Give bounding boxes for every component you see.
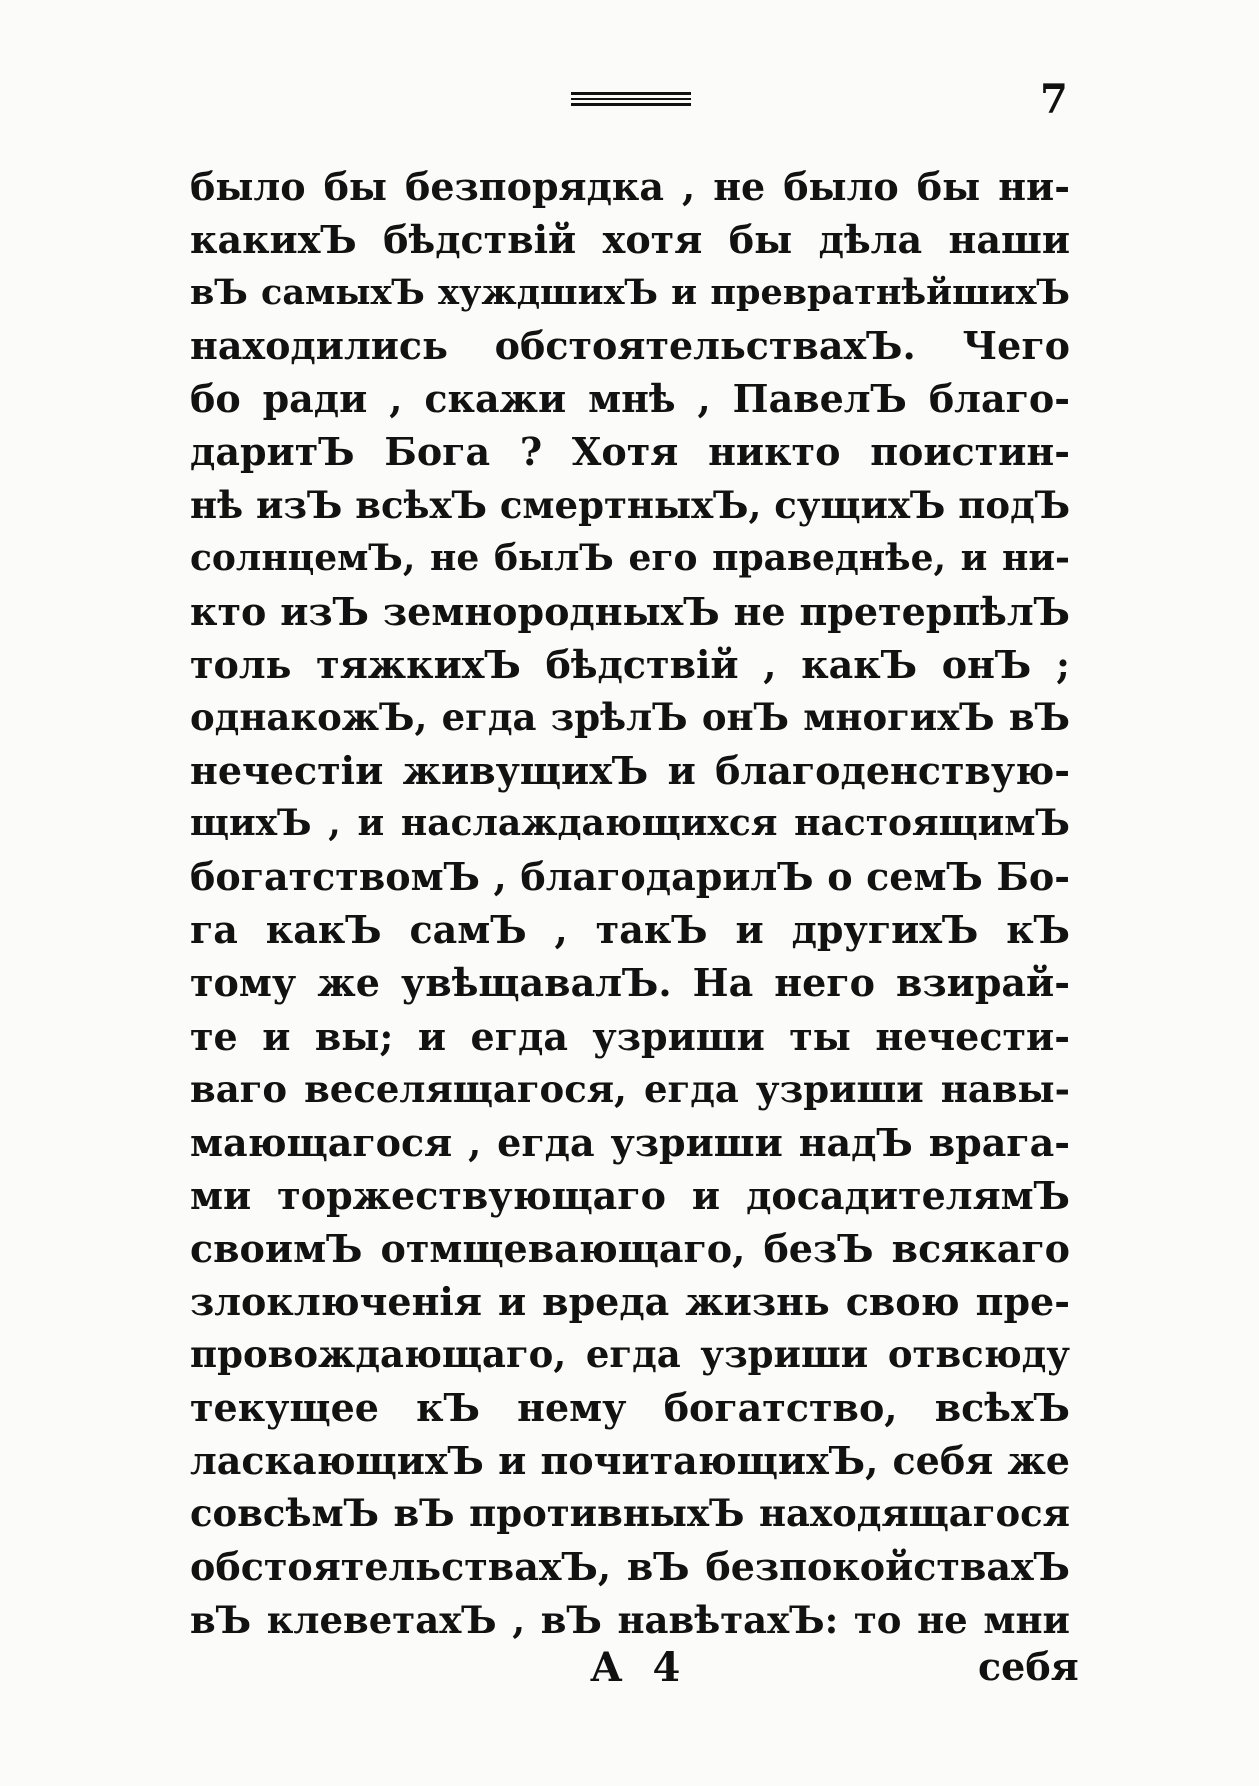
header-ornament-rule [571, 92, 691, 108]
text-line: толь тяжкихЪ бѣдствій , какЪ онЪ ; [190, 641, 1070, 687]
text-line: своимЪ отмщевающаго, безЪ всякаго [190, 1225, 1070, 1271]
text-line: щихЪ , и наслаждающихся настоящимЪ [190, 802, 1070, 845]
text-line: богатствомЪ , благодарилЪ о семЪ Бо- [190, 854, 1070, 900]
text-line: те и вы; и егда узриши ты нечести- [190, 1013, 1070, 1059]
body-text [190, 160, 1070, 1647]
text-line: обстоятельствахЪ, вЪ безпокойствахЪ [190, 1544, 1070, 1590]
text-line: бо ради , скажи мнѣ , ПавелЪ благо- [190, 376, 1070, 422]
text-line: тому же увѣщавалЪ. На него взирай- [190, 960, 1070, 1006]
text-line: нечестіи живущихЪ и благоденствую- [190, 748, 1070, 794]
text-line: ласкающихЪ и почитающихЪ, себя же [190, 1438, 1070, 1484]
text-line: мающагося , егда узриши надЪ врага- [190, 1119, 1070, 1165]
text-line: текущее кЪ нему богатство, всѣхЪ [190, 1385, 1070, 1431]
text-line: совсѣмЪ вЪ противныхЪ находящагося [190, 1491, 1070, 1536]
text-line: однакожЪ, егда зрѣлЪ онЪ многихЪ вЪ [190, 694, 1070, 739]
rule-line [571, 92, 691, 95]
text-line: провождающаго, егда узриши отвсюду [190, 1332, 1070, 1377]
rule-line [571, 103, 691, 106]
text-line: солнцемЪ, не былЪ его праведнѣе, и ни- [190, 536, 1070, 579]
catchword: себя [978, 1644, 1079, 1689]
text-line: ми торжествующаго и досадителямЪ [190, 1172, 1070, 1218]
rule-line [571, 98, 691, 100]
text-line: нѣ изЪ всѣхЪ смертныхЪ, сущихЪ подЪ [190, 482, 1070, 527]
text-line: было бы безпорядка , не было бы ни- [190, 164, 1070, 209]
text-line: находились обстоятельствахЪ. Чего [190, 323, 1070, 369]
signature-mark: А 4 [590, 1644, 689, 1691]
text-line: ваго веселящагося, егда узриши навы- [190, 1066, 1070, 1111]
text-line: га какЪ самЪ , такЪ и другихЪ кЪ [190, 907, 1070, 953]
text-line: кто изЪ земнородныхЪ не претерпѣлЪ [190, 588, 1070, 634]
text-line: даритЪ Бога ? Хотя никто поистин- [190, 429, 1070, 475]
text-line: злоключенія и вреда жизнь свою пре- [190, 1278, 1070, 1324]
page-number: 7 [1040, 76, 1068, 123]
text-line: вЪ самыхЪ хуждшихЪ и превратнѣйшихЪ [190, 272, 1070, 314]
text-line: какихЪ бѣдствій хотя бы дѣла наши [190, 217, 1070, 263]
text-line: вЪ клеветахЪ , вЪ навѣтахЪ: то не мни [190, 1597, 1070, 1642]
